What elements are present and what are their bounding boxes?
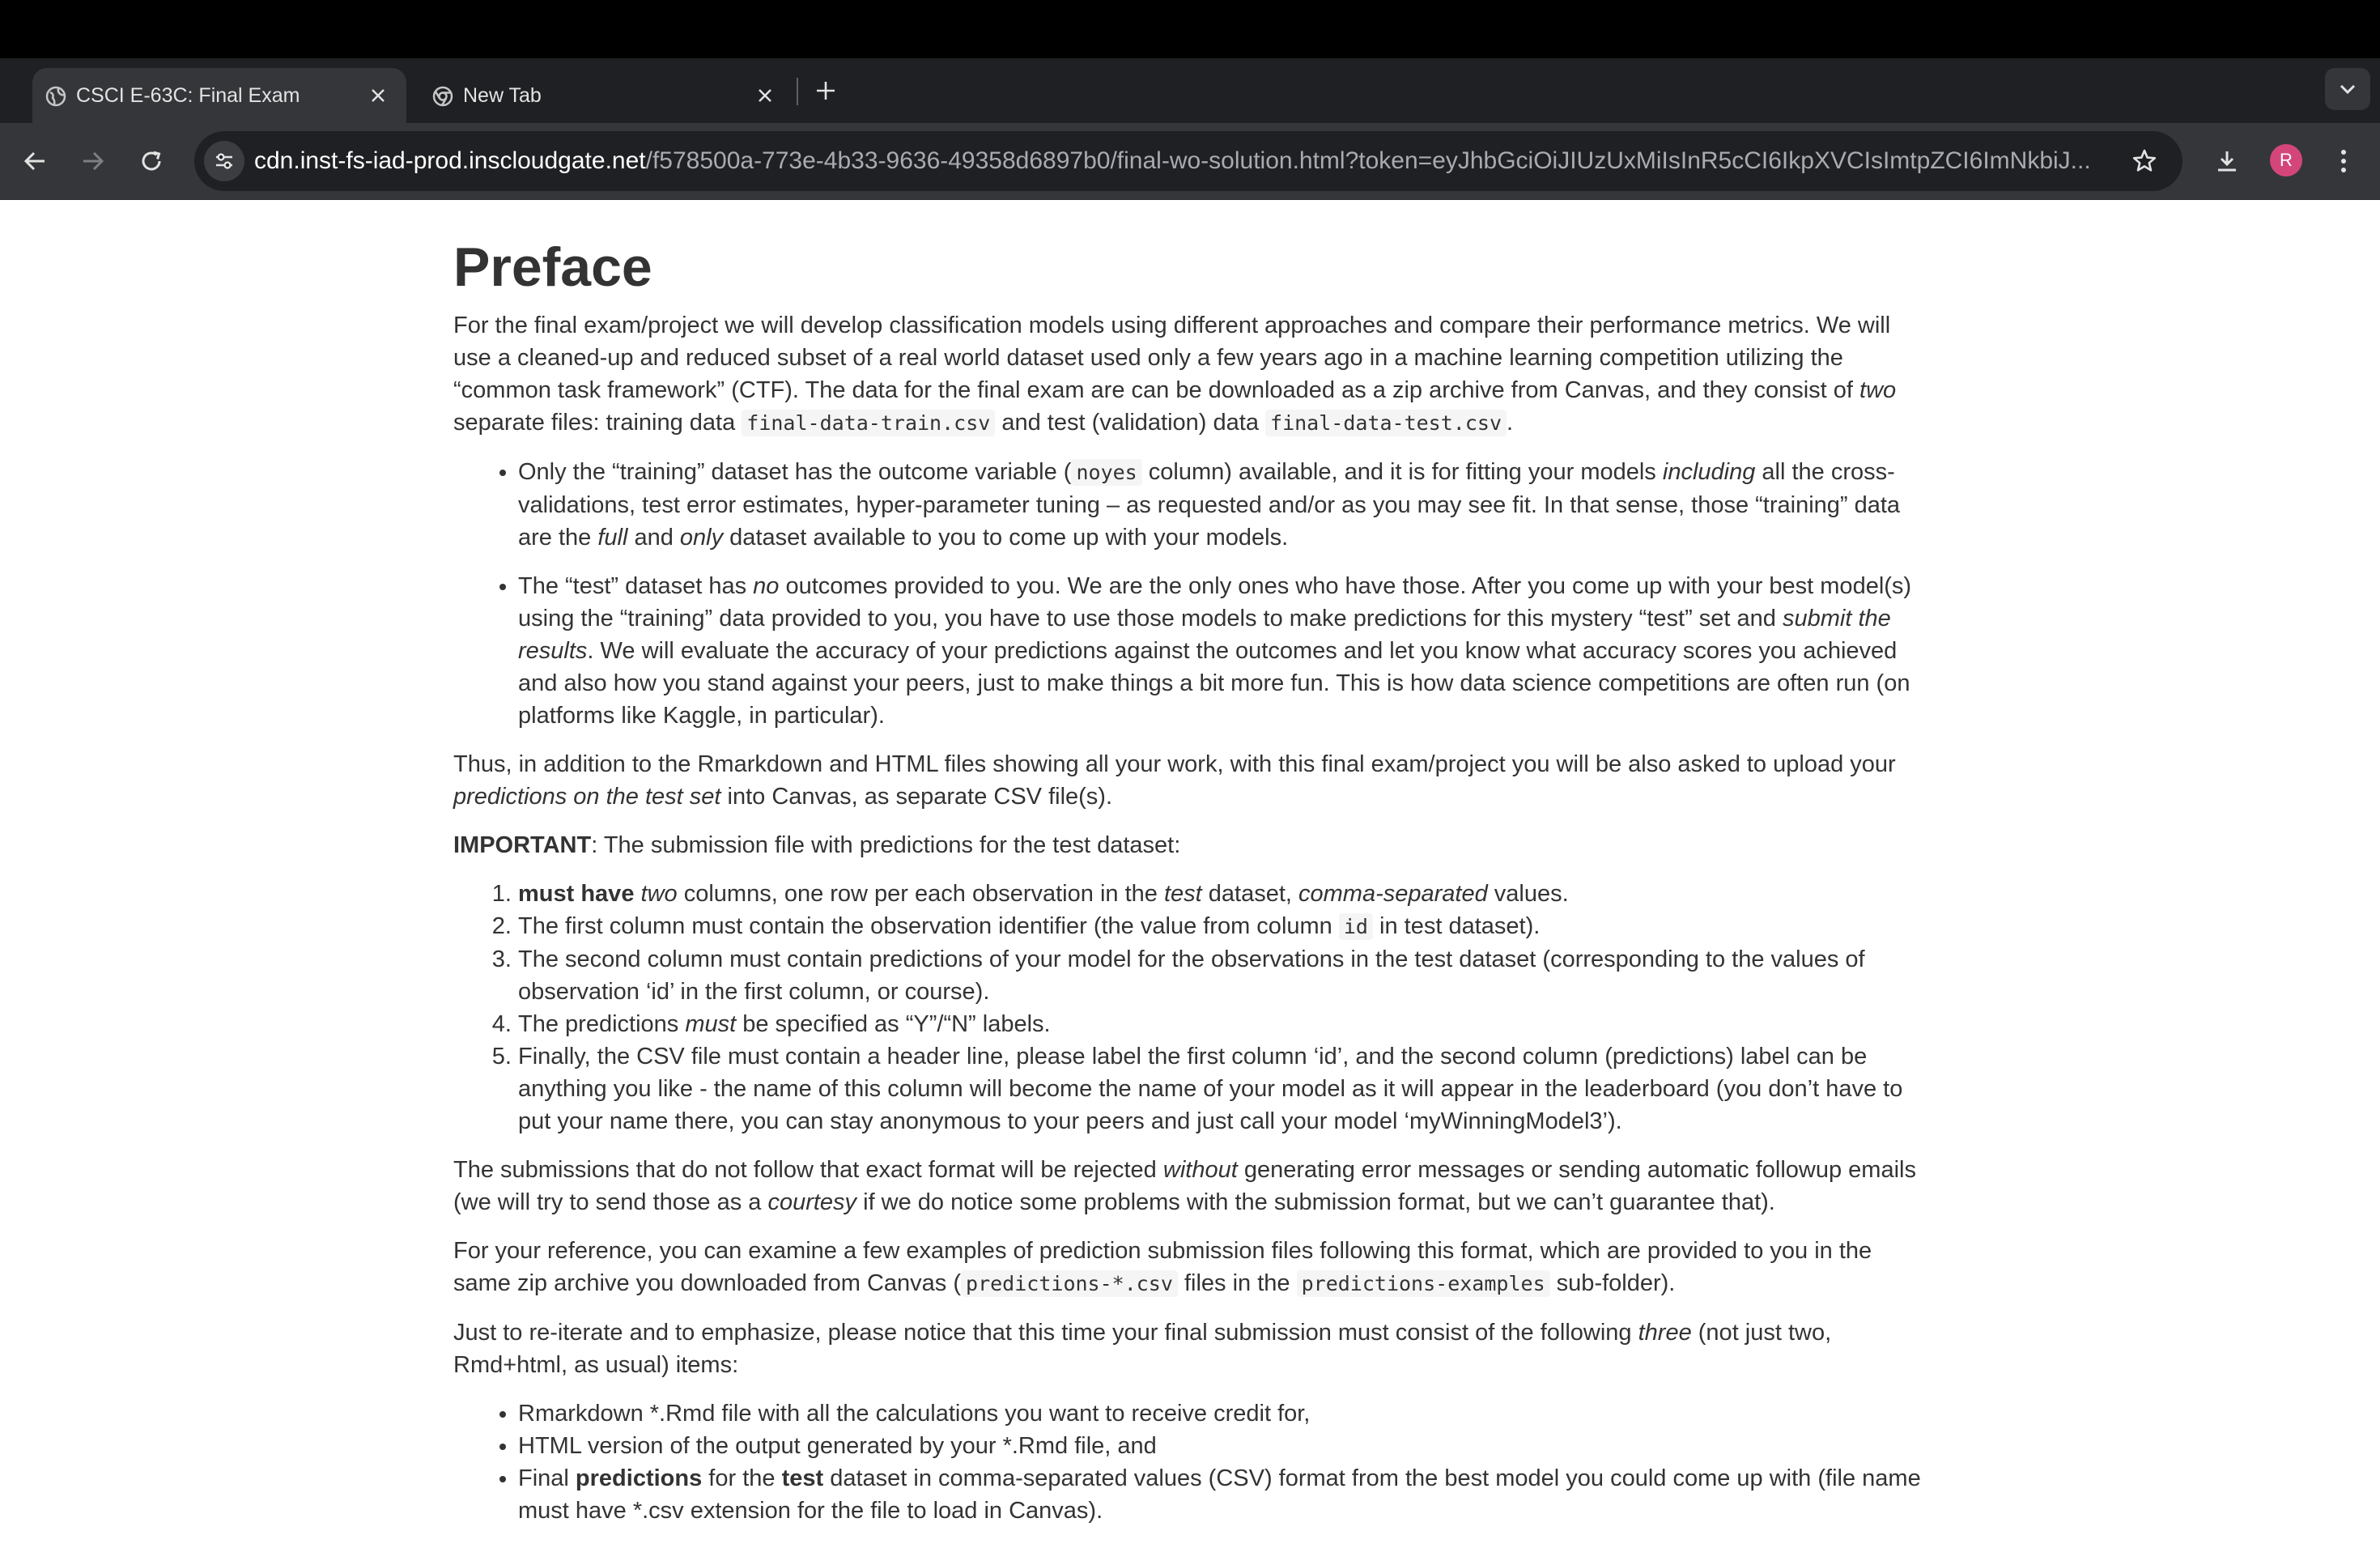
column-code: id	[1339, 913, 1373, 940]
folder-code: predictions-examples	[1297, 1270, 1550, 1297]
chrome-icon	[432, 86, 453, 107]
list-item: 2. The first column must contain the observation identifier (the value from column id in test dataset).	[518, 910, 1927, 943]
tab-separator	[797, 78, 798, 105]
tab-strip	[0, 58, 2380, 123]
tab-title: CSCI E-63C: Final Exam	[76, 83, 300, 107]
paragraph: Just to re-iterate and to emphasize, please notice that this time your final submission must consist of the following three (not just two, Rmd+html, as usual) items:	[453, 1320, 1832, 1378]
url-text[interactable]	[254, 131, 2102, 191]
title-bar	[0, 0, 2380, 58]
list-item: 5. Finally, the CSV file must contain a header line, please label the first column ‘id’, and the second column (predictions) label can be anything you like - the name of this column will become the name of your model as it will appear in the leaderboard (you don’t have to put your name there, you can stay anonymous to your peers and just call your model ‘myWinningModel3’).	[518, 1040, 1927, 1138]
list-item: 1. must have two columns, one row per each observation in the test dataset, comma-separated values.	[518, 878, 1927, 910]
document-content	[453, 211, 1927, 1543]
back-arrow-icon[interactable]	[15, 141, 55, 181]
requirements-list	[453, 878, 1927, 1138]
close-tab-icon[interactable]	[366, 83, 390, 108]
list-item: • The “test” dataset has no outcomes provided to you. We are the only ones who have those. After you come up with your best model(s) using the “training” data provided to you, you have to use those models to make predictions for this mystery “test” set and submit the results. We will evaluate the accuracy of your predictions against the outcomes and let you know what accuracy scores you achieved and also how you stand against your peers, just to make things a bit more fun. This is how data science competitions are often run (on platforms like Kaggle, in particular).	[518, 570, 1927, 732]
tab-search-chevron-icon[interactable]	[2325, 68, 2370, 110]
paragraph: The submissions that do not follow that exact format will be rejected without generating error messages or sending automatic followup emails (we will try to send those as a courtesy if we do notice some problems with the submission format, but we can’t guarantee that).	[453, 1157, 1916, 1215]
list-item: • Only the “training” dataset has the outcome variable ( noyes column) available, and it is for fitting your models including all the cross-validations, test error estimates, hyper-parameter tuning – as requested and/or as you may see fit. In that sense, those “training” data are the full and only dataset available to you to come up with your models.	[518, 456, 1927, 554]
filename-code: predictions-*.csv	[961, 1270, 1178, 1297]
profile-avatar[interactable]: R	[2270, 144, 2302, 176]
list-item: 4. The predictions must be specified as “Y”/“N” labels.	[518, 1008, 1927, 1040]
globe-icon	[45, 86, 66, 107]
section-heading: Preface	[453, 236, 652, 298]
important-paragraph: IMPORTANT: The submission file with predictions for the test dataset:	[453, 832, 1181, 858]
tab-new-tab[interactable]	[419, 68, 793, 123]
new-tab-icon[interactable]	[810, 74, 842, 107]
tab-title: New Tab	[463, 83, 542, 107]
dataset-list	[453, 456, 1927, 732]
reload-icon[interactable]	[131, 141, 172, 181]
column-code: noyes	[1071, 459, 1141, 486]
forward-arrow-icon[interactable]	[73, 141, 113, 181]
url-path: /f578500a-773e-4b33-9636-49358d6897b0/final-wo-solution.html?token=eyJhbGciOiJIUzUxMiIsInR5cCI6IkpXVCIsImtpZCI6ImNkbiJ...	[645, 147, 2091, 174]
list-item: • Rmarkdown *.Rmd file with all the calculations you want to receive credit for,	[518, 1397, 1927, 1430]
list-item: • HTML version of the output generated by your *.Rmd file, and	[518, 1430, 1927, 1462]
intro-paragraph: For the final exam/project we will develop classification models using different approaches and compare their performance metrics. We will use a cleaned-up and reduced subset of a real world dataset used only a few years ago in a machine learning competition utilizing the “common task framework” (CTF). The data for the final exam are can be downloaded as a zip archive from Canvas, and they consist of two separate files: training data final-data-train.csv and test (validation) data final-data-test.csv .	[453, 313, 1897, 436]
paragraph: Thus, in addition to the Rmarkdown and HTML files showing all your work, with this final exam/project you will be also asked to upload your predictions on the test set into Canvas, as separate CSV file(s).	[453, 751, 1896, 810]
browser-toolbar	[0, 123, 2380, 199]
paragraph: For your reference, you can examine a few examples of prediction submission files following this format, which are provided to you in the same zip archive you downloaded from Canvas ( predictions-*.csv files in the predictions-examples sub-folder).	[453, 1238, 1872, 1296]
close-tab-icon[interactable]	[753, 83, 777, 108]
list-item: 3. The second column must contain predictions of your model for the observations in the test dataset (corresponding to the values of observation ‘id’ in the first column, or course).	[518, 943, 1927, 1008]
toolbar-divider	[0, 199, 2380, 200]
menu-kebab-icon[interactable]	[2323, 141, 2364, 181]
site-info-icon[interactable]	[204, 141, 244, 181]
submission-items-list	[453, 1397, 1927, 1527]
download-icon[interactable]	[2207, 141, 2247, 181]
filename-code: final-data-test.csv	[1265, 410, 1507, 436]
filename-code: final-data-train.csv	[742, 410, 995, 436]
url-host: cdn.inst-fs-iad-prod.inscloudgate.net	[254, 147, 646, 174]
address-bar[interactable]	[194, 131, 2182, 191]
bookmark-star-icon[interactable]	[2124, 141, 2165, 181]
list-item: • Final predictions for the test dataset in comma-separated values (CSV) format from the best model you could come up with (file name must have *.csv extension for the file to load in Canvas).	[518, 1462, 1927, 1527]
tab-final-exam[interactable]	[32, 68, 406, 123]
